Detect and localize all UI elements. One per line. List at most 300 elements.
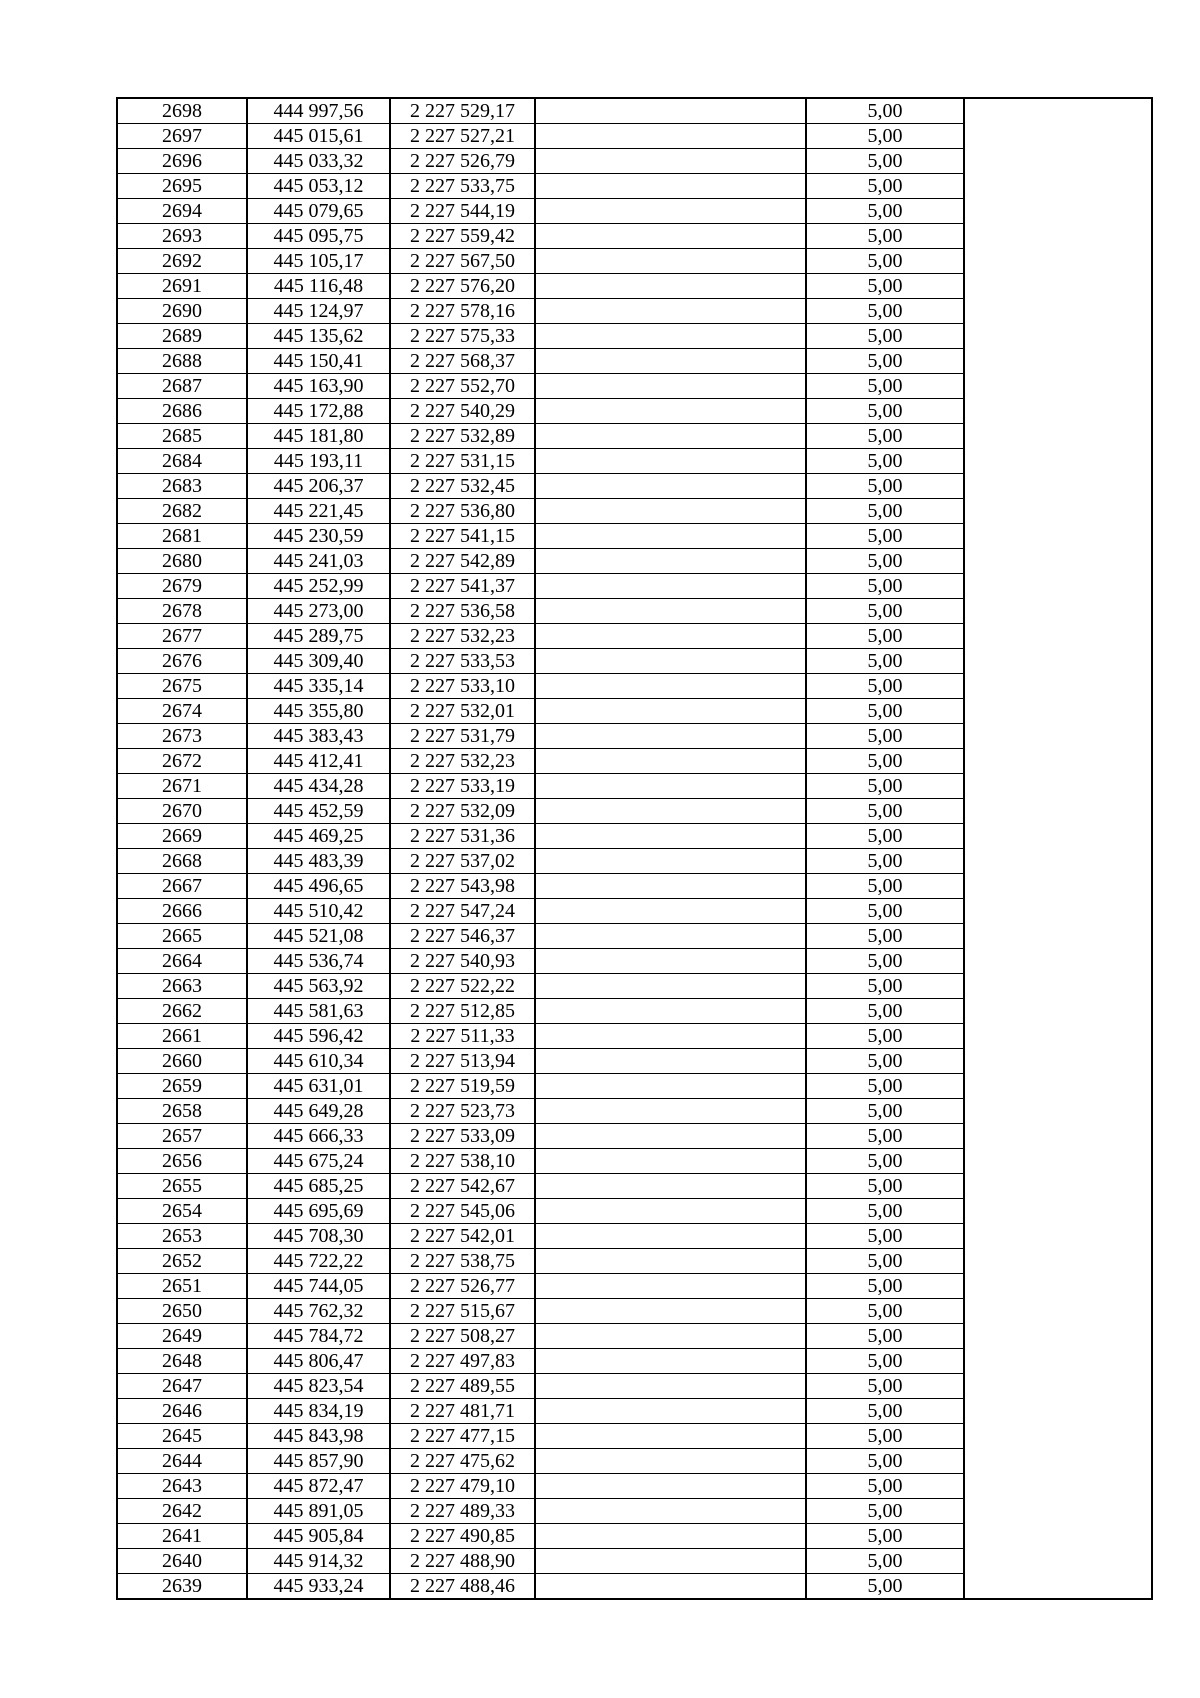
y-coordinate-cell: 2 227 481,71 [390,1399,535,1424]
x-coordinate-cell: 445 685,25 [247,1174,390,1199]
value-cell: 5,00 [806,1249,964,1274]
value-cell: 5,00 [806,374,964,399]
point-number-cell: 2678 [117,599,247,624]
description-cell [535,799,806,824]
point-number-cell: 2680 [117,549,247,574]
y-coordinate-cell: 2 227 527,21 [390,124,535,149]
description-cell [535,1274,806,1299]
y-coordinate-cell: 2 227 536,80 [390,499,535,524]
value-cell: 5,00 [806,1049,964,1074]
y-coordinate-cell: 2 227 488,46 [390,1574,535,1600]
point-number-cell: 2639 [117,1574,247,1600]
value-cell: 5,00 [806,1324,964,1349]
value-cell: 5,00 [806,749,964,774]
x-coordinate-cell: 445 695,69 [247,1199,390,1224]
extra-cell [964,824,1152,849]
description-cell [535,749,806,774]
table-row [117,1149,1152,1174]
extra-cell [964,1074,1152,1099]
table-row [117,474,1152,499]
description-cell [535,499,806,524]
point-number-cell: 2693 [117,224,247,249]
point-number-cell: 2671 [117,774,247,799]
description-cell [535,149,806,174]
point-number-cell: 2679 [117,574,247,599]
y-coordinate-cell: 2 227 475,62 [390,1449,535,1474]
y-coordinate-cell: 2 227 567,50 [390,249,535,274]
x-coordinate-cell: 445 273,00 [247,599,390,624]
value-cell: 5,00 [806,1474,964,1499]
description-cell [535,1099,806,1124]
y-coordinate-cell: 2 227 559,42 [390,224,535,249]
x-coordinate-cell: 445 708,30 [247,1224,390,1249]
value-cell: 5,00 [806,1074,964,1099]
x-coordinate-cell: 445 469,25 [247,824,390,849]
y-coordinate-cell: 2 227 547,24 [390,899,535,924]
value-cell: 5,00 [806,724,964,749]
y-coordinate-cell: 2 227 488,90 [390,1549,535,1574]
table-row [117,224,1152,249]
x-coordinate-cell: 445 857,90 [247,1449,390,1474]
y-coordinate-cell: 2 227 546,37 [390,924,535,949]
table-row [117,1374,1152,1399]
y-coordinate-cell: 2 227 508,27 [390,1324,535,1349]
y-coordinate-cell: 2 227 537,02 [390,849,535,874]
point-number-cell: 2654 [117,1199,247,1224]
y-coordinate-cell: 2 227 542,89 [390,549,535,574]
table-row [117,724,1152,749]
extra-cell [964,599,1152,624]
value-cell: 5,00 [806,399,964,424]
y-coordinate-cell: 2 227 523,73 [390,1099,535,1124]
x-coordinate-cell: 445 434,28 [247,774,390,799]
value-cell: 5,00 [806,274,964,299]
table-row [117,1099,1152,1124]
description-cell [535,98,806,124]
table-row [117,1349,1152,1374]
y-coordinate-cell: 2 227 542,01 [390,1224,535,1249]
table-row [117,624,1152,649]
description-cell [535,1249,806,1274]
description-cell [535,399,806,424]
description-cell [535,999,806,1024]
table-row [117,899,1152,924]
x-coordinate-cell: 445 289,75 [247,624,390,649]
value-cell: 5,00 [806,774,964,799]
description-cell [535,1574,806,1600]
extra-cell [964,1574,1152,1600]
description-cell [535,1374,806,1399]
table-row [117,549,1152,574]
x-coordinate-cell: 445 230,59 [247,524,390,549]
x-coordinate-cell: 445 806,47 [247,1349,390,1374]
x-coordinate-cell: 445 905,84 [247,1524,390,1549]
description-cell [535,549,806,574]
x-coordinate-cell: 445 181,80 [247,424,390,449]
value-cell: 5,00 [806,899,964,924]
description-cell [535,1399,806,1424]
point-number-cell: 2687 [117,374,247,399]
point-number-cell: 2672 [117,749,247,774]
table-row [117,1249,1152,1274]
table-row [117,649,1152,674]
x-coordinate-cell: 445 241,03 [247,549,390,574]
table-row [117,999,1152,1024]
extra-cell [964,1299,1152,1324]
point-number-cell: 2648 [117,1349,247,1374]
point-number-cell: 2643 [117,1474,247,1499]
extra-cell [964,374,1152,399]
value-cell: 5,00 [806,599,964,624]
extra-cell [964,1174,1152,1199]
value-cell: 5,00 [806,1174,964,1199]
value-cell: 5,00 [806,199,964,224]
description-cell [535,1024,806,1049]
description-cell [535,1524,806,1549]
table-row [117,1299,1152,1324]
point-number-cell: 2662 [117,999,247,1024]
description-cell [535,1499,806,1524]
table-row [117,1074,1152,1099]
point-number-cell: 2686 [117,399,247,424]
x-coordinate-cell: 445 510,42 [247,899,390,924]
value-cell: 5,00 [806,499,964,524]
y-coordinate-cell: 2 227 512,85 [390,999,535,1024]
table-row [117,1224,1152,1249]
y-coordinate-cell: 2 227 532,23 [390,749,535,774]
table-row [117,499,1152,524]
extra-cell [964,1274,1152,1299]
x-coordinate-cell: 445 150,41 [247,349,390,374]
y-coordinate-cell: 2 227 541,37 [390,574,535,599]
value-cell: 5,00 [806,1499,964,1524]
y-coordinate-cell: 2 227 532,01 [390,699,535,724]
y-coordinate-cell: 2 227 568,37 [390,349,535,374]
extra-cell [964,1049,1152,1074]
description-cell [535,574,806,599]
y-coordinate-cell: 2 227 490,85 [390,1524,535,1549]
description-cell [535,1124,806,1149]
y-coordinate-cell: 2 227 531,15 [390,449,535,474]
value-cell: 5,00 [806,1224,964,1249]
x-coordinate-cell: 445 079,65 [247,199,390,224]
extra-cell [964,324,1152,349]
table-row [117,449,1152,474]
point-number-cell: 2681 [117,524,247,549]
x-coordinate-cell: 445 124,97 [247,299,390,324]
value-cell: 5,00 [806,999,964,1024]
description-cell [535,1224,806,1249]
x-coordinate-cell: 445 015,61 [247,124,390,149]
y-coordinate-cell: 2 227 533,53 [390,649,535,674]
point-number-cell: 2669 [117,824,247,849]
table-row [117,924,1152,949]
value-cell: 5,00 [806,1574,964,1600]
extra-cell [964,1099,1152,1124]
description-cell [535,1349,806,1374]
x-coordinate-cell: 445 206,37 [247,474,390,499]
point-number-cell: 2657 [117,1124,247,1149]
value-cell: 5,00 [806,699,964,724]
x-coordinate-cell: 445 631,01 [247,1074,390,1099]
description-cell [535,974,806,999]
value-cell: 5,00 [806,1299,964,1324]
value-cell: 5,00 [806,1099,964,1124]
point-number-cell: 2665 [117,924,247,949]
y-coordinate-cell: 2 227 533,09 [390,1124,535,1149]
extra-cell [964,1199,1152,1224]
extra-cell [964,899,1152,924]
point-number-cell: 2645 [117,1424,247,1449]
point-number-cell: 2658 [117,1099,247,1124]
value-cell: 5,00 [806,474,964,499]
point-number-cell: 2676 [117,649,247,674]
description-cell [535,699,806,724]
description-cell [535,674,806,699]
x-coordinate-cell: 445 596,42 [247,1024,390,1049]
point-number-cell: 2642 [117,1499,247,1524]
table-row [117,98,1152,124]
y-coordinate-cell: 2 227 541,15 [390,524,535,549]
extra-cell [964,424,1152,449]
table-row [117,1274,1152,1299]
x-coordinate-cell: 445 496,65 [247,874,390,899]
extra-cell [964,1399,1152,1424]
value-cell: 5,00 [806,1024,964,1049]
value-cell: 5,00 [806,549,964,574]
extra-cell [964,499,1152,524]
description-cell [535,124,806,149]
table-row [117,774,1152,799]
value-cell: 5,00 [806,874,964,899]
extra-cell [964,1249,1152,1274]
point-number-cell: 2655 [117,1174,247,1199]
value-cell: 5,00 [806,124,964,149]
description-cell [535,1049,806,1074]
point-number-cell: 2647 [117,1374,247,1399]
x-coordinate-cell: 445 193,11 [247,449,390,474]
value-cell: 5,00 [806,1524,964,1549]
x-coordinate-cell: 445 335,14 [247,674,390,699]
description-cell [535,824,806,849]
description-cell [535,349,806,374]
value-cell: 5,00 [806,849,964,874]
y-coordinate-cell: 2 227 513,94 [390,1049,535,1074]
x-coordinate-cell: 445 163,90 [247,374,390,399]
x-coordinate-cell: 445 135,62 [247,324,390,349]
value-cell: 5,00 [806,98,964,124]
description-cell [535,224,806,249]
point-number-cell: 2651 [117,1274,247,1299]
description-cell [535,1074,806,1099]
value-cell: 5,00 [806,1199,964,1224]
x-coordinate-cell: 445 355,80 [247,699,390,724]
y-coordinate-cell: 2 227 489,55 [390,1374,535,1399]
y-coordinate-cell: 2 227 540,29 [390,399,535,424]
value-cell: 5,00 [806,1349,964,1374]
extra-cell [964,1449,1152,1474]
y-coordinate-cell: 2 227 532,45 [390,474,535,499]
table-row [117,674,1152,699]
table-row [117,1574,1152,1600]
y-coordinate-cell: 2 227 533,19 [390,774,535,799]
extra-cell [964,299,1152,324]
extra-cell [964,1349,1152,1374]
table-row [117,849,1152,874]
x-coordinate-cell: 445 105,17 [247,249,390,274]
x-coordinate-cell: 445 891,05 [247,1499,390,1524]
table-row [117,749,1152,774]
point-number-cell: 2650 [117,1299,247,1324]
point-number-cell: 2660 [117,1049,247,1074]
extra-cell [964,98,1152,124]
description-cell [535,1424,806,1449]
y-coordinate-cell: 2 227 526,77 [390,1274,535,1299]
point-number-cell: 2646 [117,1399,247,1424]
value-cell: 5,00 [806,524,964,549]
point-number-cell: 2675 [117,674,247,699]
extra-cell [964,924,1152,949]
x-coordinate-cell: 445 666,33 [247,1124,390,1149]
y-coordinate-cell: 2 227 532,89 [390,424,535,449]
extra-cell [964,349,1152,374]
point-number-cell: 2664 [117,949,247,974]
description-cell [535,649,806,674]
description-cell [535,299,806,324]
point-number-cell: 2649 [117,1324,247,1349]
x-coordinate-cell: 445 823,54 [247,1374,390,1399]
extra-cell [964,149,1152,174]
x-coordinate-cell: 445 563,92 [247,974,390,999]
extra-cell [964,1474,1152,1499]
value-cell: 5,00 [806,324,964,349]
point-number-cell: 2659 [117,1074,247,1099]
y-coordinate-cell: 2 227 497,83 [390,1349,535,1374]
description-cell [535,424,806,449]
point-number-cell: 2692 [117,249,247,274]
extra-cell [964,1424,1152,1449]
table-row [117,1474,1152,1499]
y-coordinate-cell: 2 227 540,93 [390,949,535,974]
x-coordinate-cell: 445 675,24 [247,1149,390,1174]
x-coordinate-cell: 445 033,32 [247,149,390,174]
point-number-cell: 2677 [117,624,247,649]
point-number-cell: 2683 [117,474,247,499]
point-number-cell: 2673 [117,724,247,749]
x-coordinate-cell: 445 610,34 [247,1049,390,1074]
y-coordinate-cell: 2 227 529,17 [390,98,535,124]
description-cell [535,449,806,474]
table-row [117,824,1152,849]
y-coordinate-cell: 2 227 552,70 [390,374,535,399]
point-number-cell: 2684 [117,449,247,474]
value-cell: 5,00 [806,574,964,599]
extra-cell [964,1524,1152,1549]
extra-cell [964,174,1152,199]
y-coordinate-cell: 2 227 542,67 [390,1174,535,1199]
y-coordinate-cell: 2 227 522,22 [390,974,535,999]
extra-cell [964,749,1152,774]
extra-cell [964,724,1152,749]
value-cell: 5,00 [806,224,964,249]
point-number-cell: 2661 [117,1024,247,1049]
description-cell [535,324,806,349]
x-coordinate-cell: 445 872,47 [247,1474,390,1499]
description-cell [535,624,806,649]
extra-cell [964,524,1152,549]
table-row [117,174,1152,199]
description-cell [535,1174,806,1199]
value-cell: 5,00 [806,924,964,949]
point-number-cell: 2698 [117,98,247,124]
description-cell [535,1449,806,1474]
point-number-cell: 2670 [117,799,247,824]
x-coordinate-cell: 445 933,24 [247,1574,390,1600]
table-row [117,699,1152,724]
point-number-cell: 2644 [117,1449,247,1474]
value-cell: 5,00 [806,949,964,974]
y-coordinate-cell: 2 227 532,09 [390,799,535,824]
x-coordinate-cell: 445 744,05 [247,1274,390,1299]
x-coordinate-cell: 445 053,12 [247,174,390,199]
value-cell: 5,00 [806,674,964,699]
table-row [117,1424,1152,1449]
y-coordinate-cell: 2 227 533,75 [390,174,535,199]
table-row [117,1174,1152,1199]
point-number-cell: 2689 [117,324,247,349]
description-cell [535,949,806,974]
value-cell: 5,00 [806,1124,964,1149]
extra-cell [964,1224,1152,1249]
description-cell [535,924,806,949]
extra-cell [964,1374,1152,1399]
table-row [117,1549,1152,1574]
table-row [117,1049,1152,1074]
extra-cell [964,949,1152,974]
value-cell: 5,00 [806,1549,964,1574]
value-cell: 5,00 [806,249,964,274]
table-row [117,149,1152,174]
x-coordinate-cell: 445 172,88 [247,399,390,424]
x-coordinate-cell: 445 581,63 [247,999,390,1024]
x-coordinate-cell: 445 452,59 [247,799,390,824]
description-cell [535,274,806,299]
point-number-cell: 2694 [117,199,247,224]
table-row [117,1449,1152,1474]
extra-cell [964,474,1152,499]
coordinates-table [116,97,1153,1600]
extra-cell [964,1124,1152,1149]
extra-cell [964,1324,1152,1349]
x-coordinate-cell: 445 843,98 [247,1424,390,1449]
extra-cell [964,774,1152,799]
table-row [117,574,1152,599]
extra-cell [964,574,1152,599]
description-cell [535,524,806,549]
point-number-cell: 2688 [117,349,247,374]
extra-cell [964,1499,1152,1524]
y-coordinate-cell: 2 227 538,75 [390,1249,535,1274]
point-number-cell: 2685 [117,424,247,449]
extra-cell [964,649,1152,674]
x-coordinate-cell: 445 521,08 [247,924,390,949]
extra-cell [964,624,1152,649]
extra-cell [964,224,1152,249]
y-coordinate-cell: 2 227 515,67 [390,1299,535,1324]
value-cell: 5,00 [806,1424,964,1449]
point-number-cell: 2695 [117,174,247,199]
description-cell [535,599,806,624]
